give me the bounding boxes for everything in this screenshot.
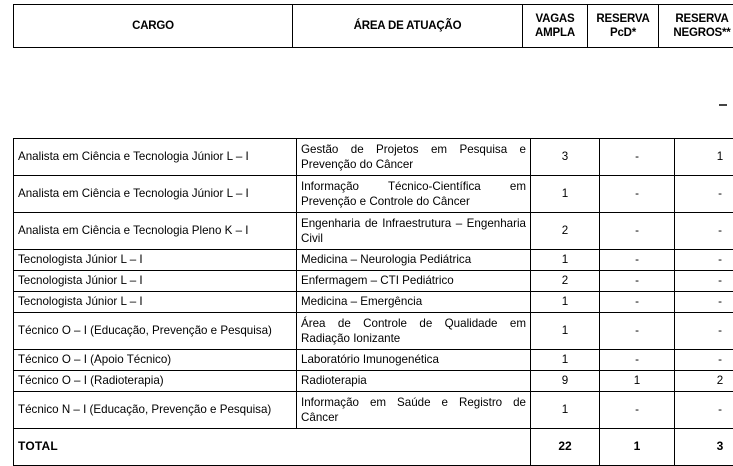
- total-label: TOTAL: [14, 429, 531, 466]
- cell-pcd: -: [600, 392, 675, 429]
- column-header-vagas-line2: AMPLA: [535, 27, 575, 39]
- cell-vagas: 3: [531, 139, 600, 176]
- total-vagas: 22: [531, 429, 600, 466]
- cell-area: Medicina – Emergência: [297, 292, 531, 313]
- cell-pcd: -: [600, 350, 675, 371]
- table-row: [14, 392, 733, 429]
- header-row: [14, 5, 733, 48]
- cell-cargo: Técnico N – I (Educação, Prevenção e Pesquisa): [14, 392, 297, 429]
- cell-cargo: Tecnologista Júnior L – I: [14, 271, 297, 292]
- column-header-pcd-line2: PcD*: [610, 27, 636, 39]
- cell-cargo: Analista em Ciência e Tecnologia Júnior L – I: [14, 176, 297, 213]
- vacancies-table: [13, 138, 733, 466]
- cell-area: Enfermagem – CTI Pediátrico: [297, 271, 531, 292]
- cell-cargo: Técnico O – I (Educação, Prevenção e Pesquisa): [14, 313, 297, 350]
- column-header-vagas-line1: VAGAS: [535, 13, 574, 25]
- cell-area: Informação Técnico-Científica em Prevenção e Controle do Câncer: [297, 176, 531, 213]
- cell-cargo: Tecnologista Júnior L – I: [14, 292, 297, 313]
- cell-vagas: 2: [531, 213, 600, 250]
- cell-negros: -: [675, 313, 733, 350]
- cell-vagas: 1: [531, 350, 600, 371]
- cell-area: Informação em Saúde e Registro de Câncer: [297, 392, 531, 429]
- cell-negros: -: [675, 350, 733, 371]
- cell-negros: -: [675, 213, 733, 250]
- cell-area: Medicina – Neurologia Pediátrica: [297, 250, 531, 271]
- table-total-row: [14, 429, 733, 466]
- cell-pcd: 1: [600, 371, 675, 392]
- cell-area: Laboratório Imunogenética: [297, 350, 531, 371]
- table-row: [14, 292, 733, 313]
- cell-vagas: 1: [531, 313, 600, 350]
- cell-pcd: -: [600, 271, 675, 292]
- total-pcd: 1: [600, 429, 675, 466]
- table-body: [14, 139, 733, 466]
- table-header-block: [13, 4, 733, 48]
- stray-dash-artifact: [719, 104, 727, 106]
- cell-negros: -: [675, 392, 733, 429]
- cell-pcd: -: [600, 292, 675, 313]
- cell-pcd: -: [600, 213, 675, 250]
- column-header-vagas-ampla: [523, 5, 588, 48]
- cell-vagas: 2: [531, 271, 600, 292]
- cell-negros: -: [675, 250, 733, 271]
- column-header-reserva-negros: [659, 5, 733, 48]
- cell-area: Radioterapia: [297, 371, 531, 392]
- cell-cargo: Analista em Ciência e Tecnologia Júnior L – I: [14, 139, 297, 176]
- cell-vagas: 1: [531, 392, 600, 429]
- table-row: [14, 176, 733, 213]
- cell-pcd: -: [600, 176, 675, 213]
- table-row: [14, 250, 733, 271]
- cell-cargo: Tecnologista Júnior L – I: [14, 250, 297, 271]
- cell-negros: 2: [675, 371, 733, 392]
- cell-pcd: -: [600, 139, 675, 176]
- cell-pcd: -: [600, 250, 675, 271]
- column-header-reserva-pcd: [588, 5, 659, 48]
- column-header-negros-line1: RESERVA: [675, 13, 728, 25]
- column-header-cargo: CARGO: [14, 5, 293, 48]
- cell-vagas: 1: [531, 176, 600, 213]
- total-negros: 3: [675, 429, 733, 466]
- cell-pcd: -: [600, 313, 675, 350]
- cell-vagas: 1: [531, 250, 600, 271]
- cell-area: Engenharia de Infraestrutura – Engenharia Civil: [297, 213, 531, 250]
- table-row: [14, 371, 733, 392]
- column-header-negros-line2: NEGROS**: [673, 27, 730, 39]
- cell-cargo: Técnico O – I (Radioterapia): [14, 371, 297, 392]
- table-row: [14, 139, 733, 176]
- column-header-pcd-line1: RESERVA: [596, 13, 649, 25]
- cell-area: Gestão de Projetos em Pesquisa e Prevenção do Câncer: [297, 139, 531, 176]
- cell-vagas: 9: [531, 371, 600, 392]
- table-row: [14, 350, 733, 371]
- cell-cargo: Técnico O – I (Apoio Técnico): [14, 350, 297, 371]
- cell-negros: -: [675, 176, 733, 213]
- cell-negros: 1: [675, 139, 733, 176]
- table-row: [14, 313, 733, 350]
- cell-negros: -: [675, 292, 733, 313]
- table-row: [14, 271, 733, 292]
- column-header-area-de-atuacao: ÁREA DE ATUAÇÃO: [293, 5, 523, 48]
- cell-cargo: Analista em Ciência e Tecnologia Pleno K – I: [14, 213, 297, 250]
- table-row: [14, 213, 733, 250]
- cell-negros: -: [675, 271, 733, 292]
- cell-area: Área de Controle de Qualidade em Radiação Ionizante: [297, 313, 531, 350]
- cell-vagas: 1: [531, 292, 600, 313]
